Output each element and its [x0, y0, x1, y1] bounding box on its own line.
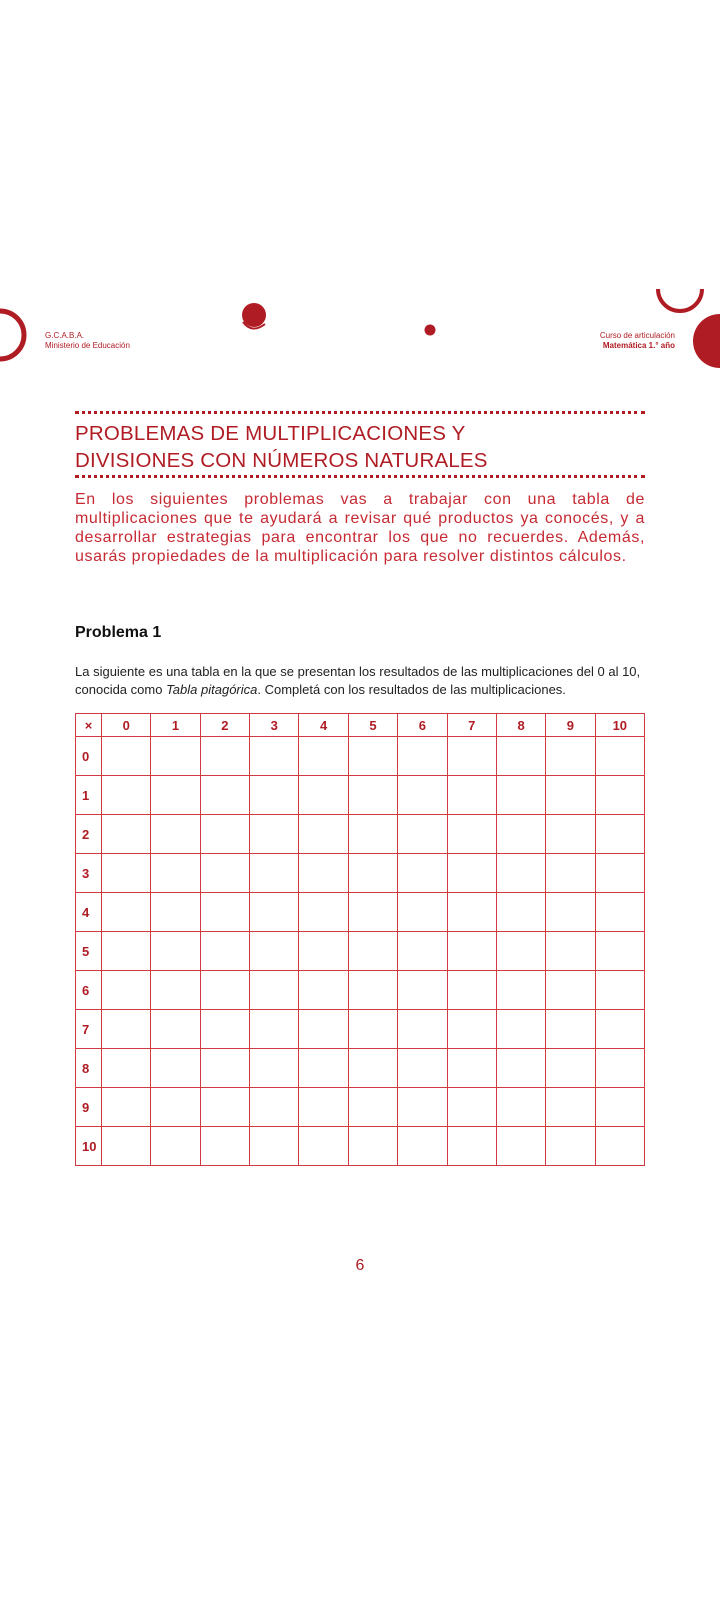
answer-cell[interactable] — [398, 1010, 447, 1049]
answer-cell[interactable] — [595, 1010, 644, 1049]
answer-cell[interactable] — [151, 1127, 200, 1166]
column-header: 1 — [151, 714, 200, 737]
column-header: 7 — [447, 714, 496, 737]
answer-cell[interactable] — [151, 854, 200, 893]
answer-cell[interactable] — [496, 932, 545, 971]
answer-cell[interactable] — [447, 893, 496, 932]
answer-cell[interactable] — [102, 776, 151, 815]
answer-cell[interactable] — [151, 893, 200, 932]
header-course-line2 — [600, 341, 675, 351]
answer-cell[interactable] — [151, 1088, 200, 1127]
answer-cell[interactable] — [398, 971, 447, 1010]
answer-cell[interactable] — [299, 737, 348, 776]
table-header-row — [76, 714, 645, 737]
answer-cell[interactable] — [348, 737, 397, 776]
table-row — [76, 893, 645, 932]
answer-cell[interactable] — [102, 1010, 151, 1049]
answer-cell[interactable] — [299, 971, 348, 1010]
answer-cell[interactable] — [250, 1049, 299, 1088]
header-course-line2-text: Matemática 1.° año — [602, 341, 675, 350]
answer-cell[interactable] — [595, 1088, 644, 1127]
answer-cell[interactable] — [496, 776, 545, 815]
answer-cell[interactable] — [151, 737, 200, 776]
answer-cell[interactable] — [299, 932, 348, 971]
answer-cell[interactable] — [447, 854, 496, 893]
answer-cell[interactable] — [447, 971, 496, 1010]
answer-cell[interactable] — [200, 1088, 249, 1127]
answer-cell[interactable] — [151, 1010, 200, 1049]
decorative-arc-icon — [655, 287, 705, 317]
answer-cell[interactable] — [250, 893, 299, 932]
answer-cell[interactable] — [250, 1088, 299, 1127]
table-row — [76, 776, 645, 815]
dotted-divider-bottom — [75, 475, 645, 478]
answer-cell[interactable] — [447, 776, 496, 815]
answer-cell[interactable] — [496, 854, 545, 893]
row-header: 10 — [76, 1127, 102, 1166]
header-org — [45, 331, 130, 351]
answer-cell[interactable] — [496, 1127, 545, 1166]
header-org-line1: G.C.A.B.A. — [45, 331, 85, 340]
column-header: 3 — [250, 714, 299, 737]
answer-cell[interactable] — [299, 1049, 348, 1088]
answer-cell[interactable] — [496, 893, 545, 932]
answer-cell[interactable] — [546, 854, 595, 893]
answer-cell[interactable] — [595, 854, 644, 893]
answer-cell[interactable] — [250, 1127, 299, 1166]
row-header: 5 — [76, 932, 102, 971]
answer-cell[interactable] — [250, 932, 299, 971]
answer-cell[interactable] — [398, 1127, 447, 1166]
header-org-line2: Ministerio de Educación — [45, 341, 130, 350]
answer-cell[interactable] — [546, 971, 595, 1010]
answer-cell[interactable] — [348, 1010, 397, 1049]
column-header: 6 — [398, 714, 447, 737]
decorative-ring-left-icon — [0, 305, 30, 365]
answer-cell[interactable] — [447, 1049, 496, 1088]
answer-cell[interactable] — [299, 815, 348, 854]
problem-title: Problema 1 — [75, 624, 162, 641]
row-header: 1 — [76, 776, 102, 815]
answer-cell[interactable] — [200, 854, 249, 893]
answer-cell[interactable] — [595, 971, 644, 1010]
answer-cell[interactable] — [348, 1088, 397, 1127]
answer-cell[interactable] — [151, 1049, 200, 1088]
answer-cell[interactable] — [398, 854, 447, 893]
answer-cell[interactable] — [447, 1088, 496, 1127]
answer-cell[interactable] — [595, 1049, 644, 1088]
answer-cell[interactable] — [496, 971, 545, 1010]
table-row — [76, 932, 645, 971]
dotted-divider-top — [75, 411, 645, 414]
answer-cell[interactable] — [348, 815, 397, 854]
table-row — [76, 1049, 645, 1088]
multiplication-table — [75, 713, 645, 1166]
answer-cell[interactable] — [546, 1127, 595, 1166]
answer-cell[interactable] — [102, 737, 151, 776]
table-row — [76, 815, 645, 854]
answer-cell[interactable] — [447, 737, 496, 776]
answer-cell[interactable] — [546, 1088, 595, 1127]
answer-cell[interactable] — [250, 854, 299, 893]
table-row — [76, 1127, 645, 1166]
answer-cell[interactable] — [299, 1127, 348, 1166]
answer-cell[interactable] — [595, 893, 644, 932]
column-header: 2 — [200, 714, 249, 737]
answer-cell[interactable] — [102, 932, 151, 971]
answer-cell[interactable] — [398, 815, 447, 854]
answer-cell[interactable] — [200, 776, 249, 815]
answer-cell[interactable] — [250, 737, 299, 776]
answer-cell[interactable] — [496, 815, 545, 854]
answer-cell[interactable] — [348, 971, 397, 1010]
problem-text-italic: Tabla pitagórica — [166, 682, 258, 697]
answer-cell[interactable] — [546, 1010, 595, 1049]
answer-cell[interactable] — [151, 815, 200, 854]
answer-cell[interactable] — [200, 1010, 249, 1049]
answer-cell[interactable] — [595, 815, 644, 854]
answer-cell[interactable] — [348, 893, 397, 932]
answer-cell[interactable] — [250, 1010, 299, 1049]
answer-cell[interactable] — [447, 1010, 496, 1049]
answer-cell[interactable] — [250, 971, 299, 1010]
answer-cell[interactable] — [151, 971, 200, 1010]
answer-cell[interactable] — [398, 1049, 447, 1088]
answer-cell[interactable] — [398, 737, 447, 776]
answer-cell[interactable] — [102, 1127, 151, 1166]
answer-cell[interactable] — [595, 776, 644, 815]
answer-cell[interactable] — [299, 854, 348, 893]
answer-cell[interactable] — [200, 737, 249, 776]
page-title-line1: PROBLEMAS DE MULTIPLICACIONES Y — [75, 422, 466, 445]
row-header: 9 — [76, 1088, 102, 1127]
answer-cell[interactable] — [447, 932, 496, 971]
answer-cell[interactable] — [496, 1088, 545, 1127]
answer-cell[interactable] — [102, 815, 151, 854]
answer-cell[interactable] — [348, 1127, 397, 1166]
answer-cell[interactable] — [102, 1049, 151, 1088]
column-header: 0 — [102, 714, 151, 737]
answer-cell[interactable] — [496, 737, 545, 776]
column-header: 9 — [546, 714, 595, 737]
answer-cell[interactable] — [151, 776, 200, 815]
page-number: 6 — [355, 1257, 365, 1274]
answer-cell[interactable] — [200, 932, 249, 971]
answer-cell[interactable] — [447, 815, 496, 854]
answer-cell[interactable] — [102, 1088, 151, 1127]
answer-cell[interactable] — [348, 1049, 397, 1088]
answer-cell[interactable] — [546, 932, 595, 971]
answer-cell[interactable] — [595, 737, 644, 776]
answer-cell[interactable] — [102, 971, 151, 1010]
table-row — [76, 1010, 645, 1049]
table-row — [76, 737, 645, 776]
answer-cell[interactable] — [348, 932, 397, 971]
row-header: 8 — [76, 1049, 102, 1088]
answer-cell[interactable] — [151, 932, 200, 971]
answer-cell[interactable] — [595, 1127, 644, 1166]
answer-cell[interactable] — [348, 854, 397, 893]
table-row — [76, 971, 645, 1010]
answer-cell[interactable] — [299, 1088, 348, 1127]
answer-cell[interactable] — [200, 1049, 249, 1088]
answer-cell[interactable] — [299, 776, 348, 815]
header-course — [600, 331, 675, 351]
answer-cell[interactable] — [398, 776, 447, 815]
answer-cell[interactable] — [546, 893, 595, 932]
answer-cell[interactable] — [200, 971, 249, 1010]
answer-cell[interactable] — [546, 737, 595, 776]
answer-cell[interactable] — [398, 1088, 447, 1127]
problem-text-after: . Completá con los resultados de las multiplicaciones. — [257, 682, 566, 697]
problem-text-before: La siguiente es una tabla en la que se presentan los resultados de las multiplicaciones del 0 al 10, conocida como — [75, 664, 641, 697]
row-header: 3 — [76, 854, 102, 893]
row-header: 6 — [76, 971, 102, 1010]
intro-paragraph: En los siguientes problemas vas a trabajar con una tabla de multiplicaciones que te ayudará a revisar qué productos ya conocés, y a desarrollar estrategias para encontrar los que no recuerdes. Además, usarás propiedades de la multiplicación para resolver distintos cálculos. — [75, 491, 645, 565]
problem-text — [75, 663, 650, 699]
row-header: 2 — [76, 815, 102, 854]
answer-cell[interactable] — [200, 893, 249, 932]
row-header: 7 — [76, 1010, 102, 1049]
row-header: 4 — [76, 893, 102, 932]
column-header: 4 — [299, 714, 348, 737]
answer-cell[interactable] — [299, 893, 348, 932]
answer-cell[interactable] — [546, 815, 595, 854]
answer-cell[interactable] — [250, 776, 299, 815]
table-corner-cell: × — [76, 714, 102, 737]
answer-cell[interactable] — [102, 893, 151, 932]
column-header: 5 — [348, 714, 397, 737]
answer-cell[interactable] — [200, 815, 249, 854]
answer-cell[interactable] — [200, 1127, 249, 1166]
header-course-line1: Curso de articulación — [599, 331, 675, 340]
column-header: 10 — [595, 714, 644, 737]
answer-cell[interactable] — [299, 1010, 348, 1049]
answer-cell[interactable] — [447, 1127, 496, 1166]
page-title-line2: DIVISIONES CON NÚMEROS NATURALES — [75, 449, 488, 472]
answer-cell[interactable] — [348, 776, 397, 815]
answer-cell[interactable] — [546, 776, 595, 815]
decorative-dot-icon — [424, 324, 436, 336]
answer-cell[interactable] — [398, 893, 447, 932]
answer-cell[interactable] — [250, 815, 299, 854]
column-header: 8 — [496, 714, 545, 737]
answer-cell[interactable] — [595, 932, 644, 971]
answer-cell[interactable] — [496, 1010, 545, 1049]
table-row — [76, 854, 645, 893]
answer-cell[interactable] — [102, 854, 151, 893]
answer-cell[interactable] — [398, 932, 447, 971]
decorative-half-disc-icon — [692, 314, 720, 368]
answer-cell[interactable] — [496, 1049, 545, 1088]
page-title — [75, 420, 655, 474]
table-row — [76, 1088, 645, 1127]
decorative-circle-icon — [238, 300, 274, 336]
row-header: 0 — [76, 737, 102, 776]
answer-cell[interactable] — [546, 1049, 595, 1088]
